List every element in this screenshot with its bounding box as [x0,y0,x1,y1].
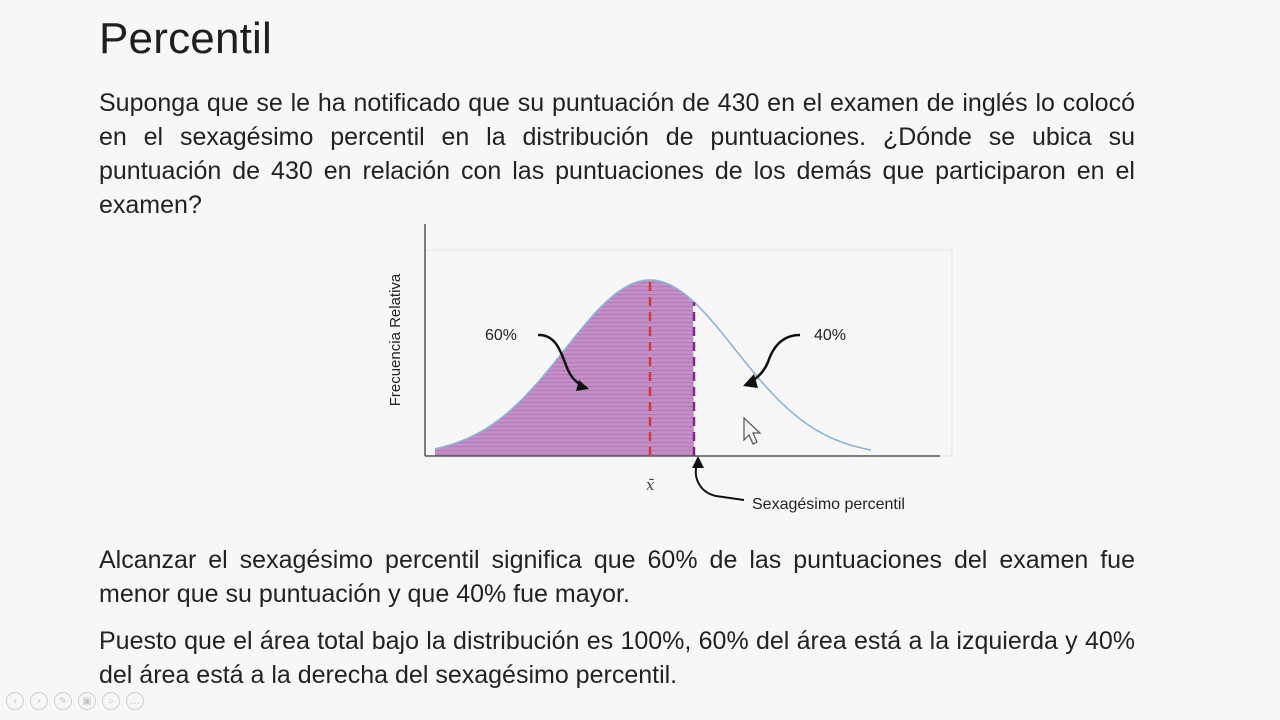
y-axis-label: Frecuencia Relativa [387,273,404,407]
left-area-label: 60% [485,327,518,344]
distribution-figure [380,222,970,522]
percentile-pointer-head [692,456,704,468]
pen-icon[interactable]: ✎ [54,692,72,710]
mouse-cursor-icon [744,418,760,444]
explanation-paragraph-2: Puesto que el área total bajo la distribución es 100%, 60% del área está a la izquierda y 40% del área está a la derecha del sexagésimo percentil. [99,627,1135,689]
slideshow-controls [6,692,144,710]
zoom-icon[interactable]: ⌕ [102,692,120,710]
percentile-label: Sexagésimo percentil [752,496,905,513]
mean-symbol: x̄ [646,476,655,494]
play-icon[interactable]: › [30,692,48,710]
question-paragraph: Suponga que se le ha notificado que su puntuación de 430 en el examen de inglés lo colocó en el sexagésimo percentil en la distribución de puntuaciones. ¿Dónde se ubica su puntuación de 430 en relación con las puntuaciones de los demás que participaron en el examen? [99,89,1135,219]
right-arrowhead [743,374,758,388]
slide-title: Percentil [99,14,272,63]
right-area-label: 40% [814,327,847,344]
explanation-paragraph-1: Alcanzar el sexagésimo percentil significa que 60% de las puntuaciones del examen fue menor que su puntuación y que 40% fue mayor. [99,546,1135,608]
more-icon[interactable]: … [126,692,144,710]
distribution-svg [380,222,970,522]
prev-icon[interactable]: ‹ [6,692,24,710]
copy-icon[interactable]: ▣ [78,692,96,710]
left-shaded-area [435,280,694,456]
